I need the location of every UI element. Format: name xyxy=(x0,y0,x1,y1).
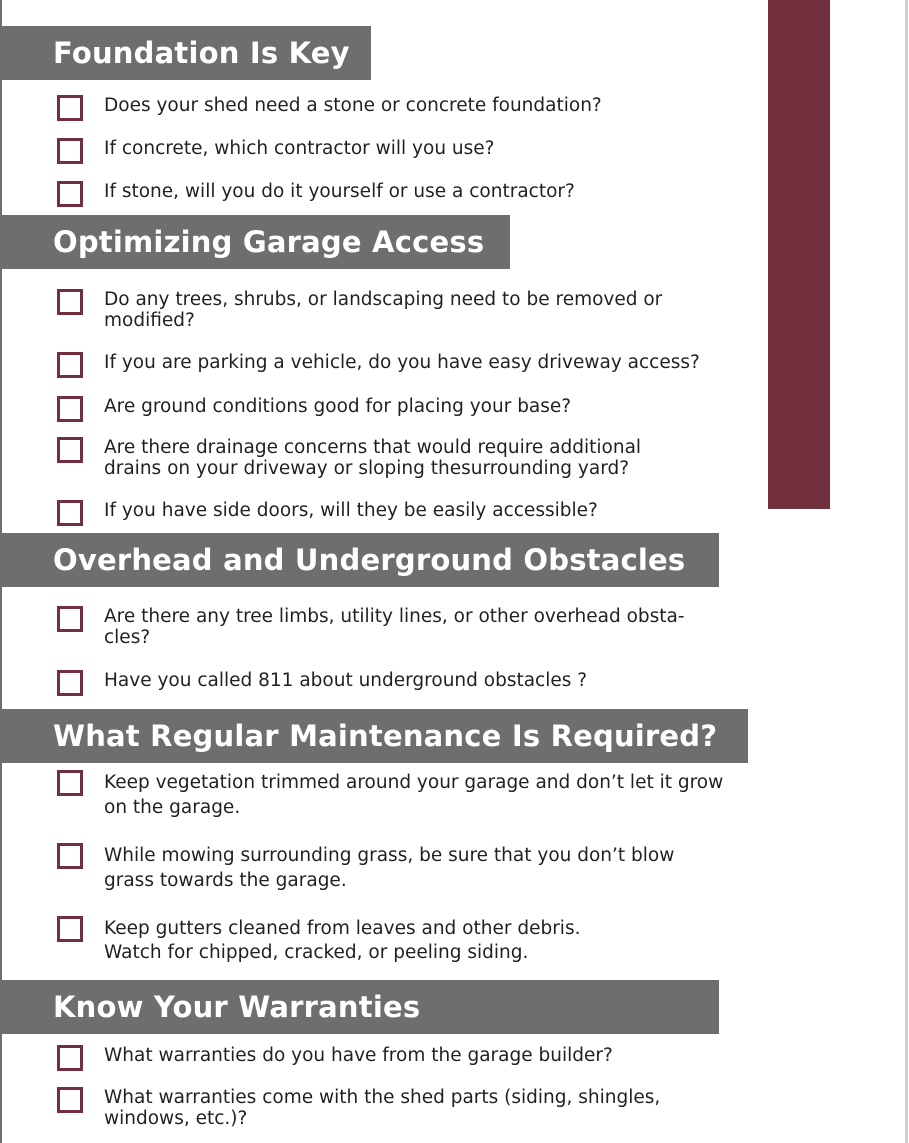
checklist-item-text: What warranties come with the shed parts (siding, shingles, windows, etc.)? xyxy=(104,1087,661,1129)
checkbox[interactable] xyxy=(57,916,83,942)
checkbox[interactable] xyxy=(57,289,83,315)
section-header-garage-access: Optimizing Garage Access xyxy=(0,215,510,269)
checkbox[interactable] xyxy=(57,396,83,422)
checkbox[interactable] xyxy=(57,138,83,164)
checklist-item-text: If concrete, which contractor will you use? xyxy=(104,138,495,159)
checkbox[interactable] xyxy=(57,181,83,207)
checkbox[interactable] xyxy=(57,352,83,378)
accent-bar xyxy=(768,0,830,509)
checkbox[interactable] xyxy=(57,843,83,869)
section-header-maintenance: What Regular Maintenance Is Required? xyxy=(0,709,748,763)
checklist-item-text: While mowing surrounding grass, be sure that you don’t blow grass towards the garage. xyxy=(104,845,675,891)
checkbox[interactable] xyxy=(57,500,83,526)
checkbox[interactable] xyxy=(57,606,83,632)
checklist-item-text: Keep vegetation trimmed around your garage and don’t let it grow on the garage. xyxy=(104,772,724,818)
checklist-item-text: Watch for chipped, cracked, or peeling siding. xyxy=(104,942,529,963)
section-header-foundation: Foundation Is Key xyxy=(0,26,371,80)
checklist-item-text: If you are parking a vehicle, do you have easy driveway access? xyxy=(104,352,700,373)
checklist-item-text: If you have side doors, will they be easily accessible? xyxy=(104,500,598,521)
section-header-obstacles: Overhead and Underground Obstacles xyxy=(0,533,719,587)
checklist-item-text: Are there any tree limbs, utility lines, or other overhead obsta-cles? xyxy=(104,606,685,648)
section-header-warranties: Know Your Warranties xyxy=(0,980,719,1034)
checkbox[interactable] xyxy=(57,1087,83,1113)
checkbox[interactable] xyxy=(57,1045,83,1071)
page-right-border xyxy=(905,0,908,1143)
checklist-item-text: What warranties do you have from the garage builder? xyxy=(104,1045,613,1066)
checkbox[interactable] xyxy=(57,95,83,121)
checkbox[interactable] xyxy=(57,670,83,696)
checklist-item-text: Are ground conditions good for placing your base? xyxy=(104,396,572,417)
checkbox[interactable] xyxy=(57,437,83,463)
checklist-item-text: If stone, will you do it yourself or use a contractor? xyxy=(104,181,575,202)
checklist-item-text: Do any trees, shrubs, or landscaping need to be removed or modified? xyxy=(104,289,663,331)
checklist-item-text: Keep gutters cleaned from leaves and other debris. xyxy=(104,918,581,939)
checklist-item-text: Are there drainage concerns that would require additional drains on your driveway or sloping thesurrounding yard? xyxy=(104,437,642,479)
checklist-item-text: Have you called 811 about underground obstacles ? xyxy=(104,670,588,691)
checkbox[interactable] xyxy=(57,770,83,796)
checklist-item-text: Does your shed need a stone or concrete foundation? xyxy=(104,95,602,116)
